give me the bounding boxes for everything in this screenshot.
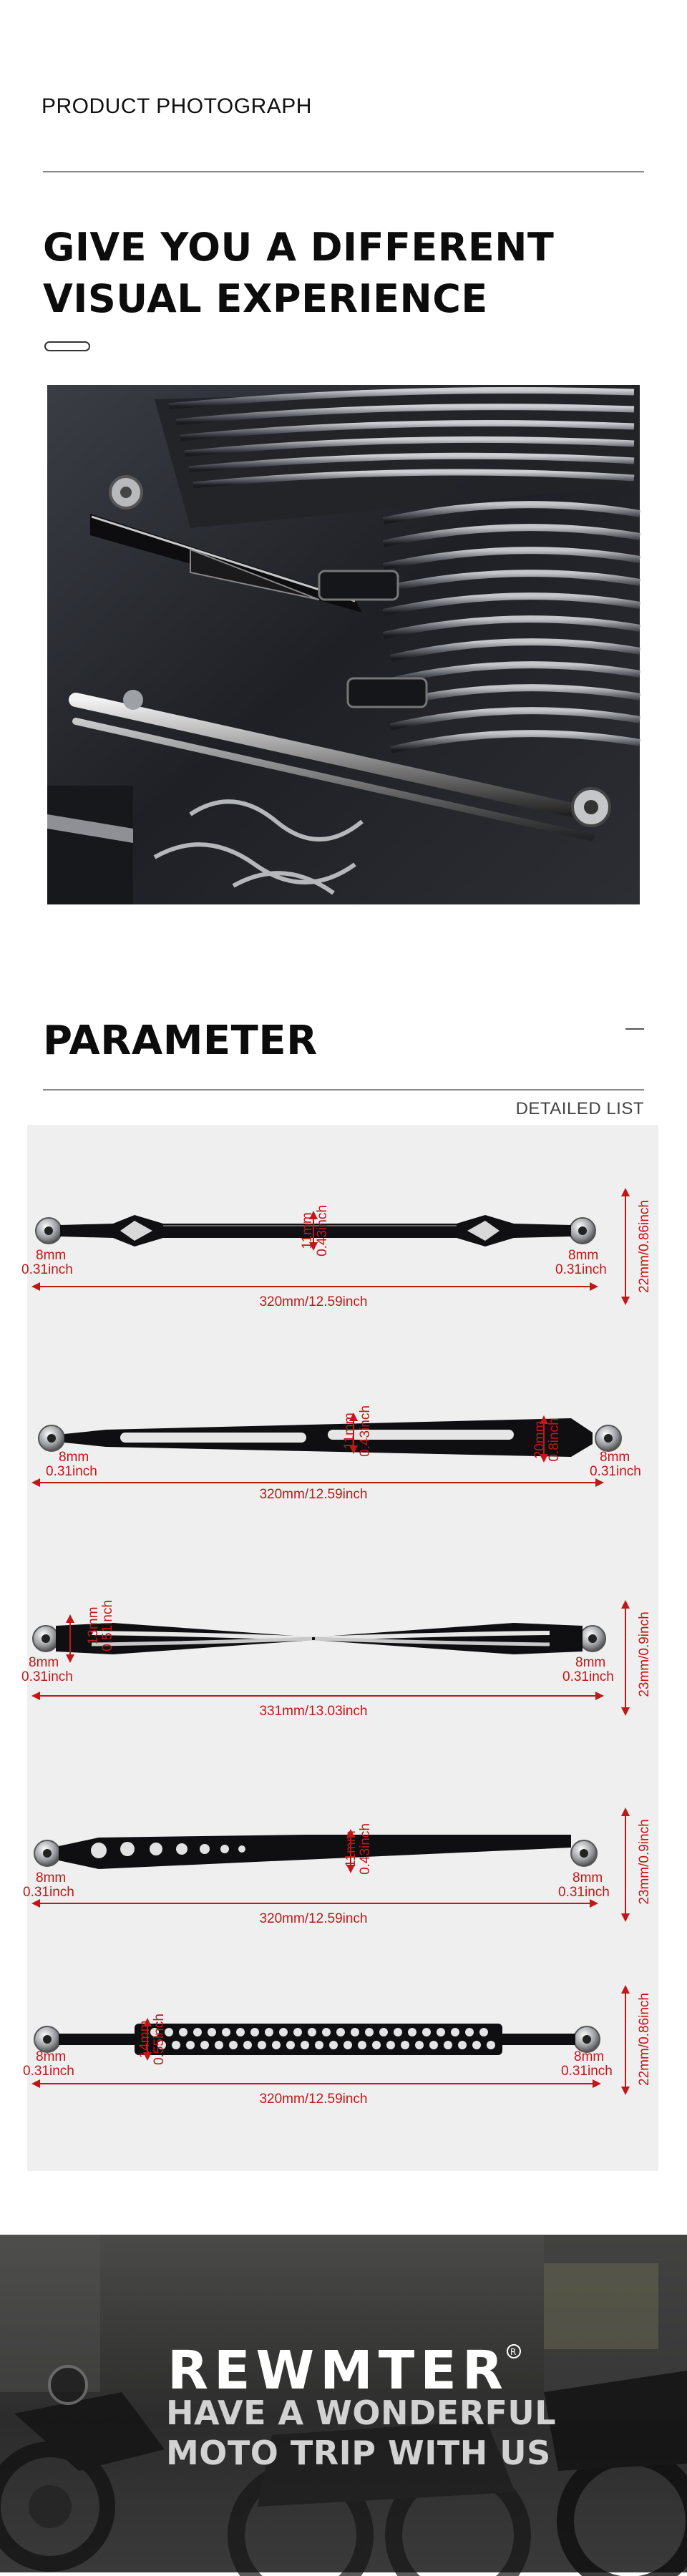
perforation-hole — [222, 2028, 230, 2036]
rod-3-right-mm: 8mm — [575, 1655, 606, 1670]
rod-3-center-mm: 13mm — [86, 1606, 101, 1645]
perforation-hole — [365, 2028, 374, 2036]
rod-4-right-in: 0.31inch — [558, 1885, 610, 1900]
rod-3-left-in: 0.31inch — [21, 1669, 73, 1684]
rod-2-center-in: 0.43inch — [358, 1405, 373, 1457]
rod-1-center-mm: 11mm — [300, 1212, 315, 1249]
perforation-hole — [487, 2041, 495, 2049]
slogan-line-1: HAVE A WONDERFUL — [166, 2394, 557, 2432]
rod-4-right-mm: 8mm — [572, 1870, 603, 1885]
perforation-hole — [315, 2041, 323, 2049]
perforation-hole — [236, 2028, 245, 2036]
perforation-hole — [265, 2028, 273, 2036]
perforation-hole — [401, 2041, 409, 2049]
perforation-hole — [429, 2041, 438, 2049]
rod-1-left-mm: 8mm — [36, 1248, 67, 1263]
perforation-hole — [415, 2041, 424, 2049]
perforation-hole — [250, 2028, 259, 2036]
perforation-hole — [437, 2028, 445, 2036]
rod-1-side: 22mm/0.86inch — [637, 1200, 652, 1293]
perforation-hole — [472, 2041, 481, 2049]
perforation-hole — [279, 2028, 288, 2036]
rod-5-center-in: 0.55inch — [152, 2014, 167, 2065]
rod-4-left-mm: 8mm — [36, 1870, 67, 1885]
headline — [43, 222, 554, 325]
perforation-hole — [458, 2041, 467, 2049]
rod-1-right-mm: 8mm — [568, 1248, 599, 1263]
perforation-hole — [186, 2041, 195, 2049]
rod-1-left-in: 0.31inch — [21, 1262, 73, 1277]
rod-2-length: 320mm/12.59inch — [259, 1487, 368, 1502]
rod-3-length: 331mm/13.03inch — [259, 1704, 368, 1719]
rod-3-center-in: 0.51inch — [100, 1600, 115, 1652]
divider — [43, 1089, 644, 1091]
perforation-hole — [308, 2028, 316, 2036]
perforation-hole — [344, 2041, 352, 2049]
perforation-hole — [379, 2028, 388, 2036]
perforation-hole — [193, 2028, 202, 2036]
perforation-hole — [351, 2028, 359, 2036]
slogan-line-2: MOTO TRIP WITH US — [166, 2434, 551, 2472]
decorative-dash — [625, 1028, 644, 1030]
rod-2-right-mm: 8mm — [600, 1450, 630, 1465]
brand-wordmark: REWMTER — [167, 2340, 509, 2401]
rod-4-left-in: 0.31inch — [23, 1885, 74, 1900]
perforation-hole — [444, 2041, 452, 2049]
perforation-hole — [229, 2041, 238, 2049]
rod-3-left-mm: 8mm — [29, 1655, 59, 1670]
rod-1-length: 320mm/12.59inch — [259, 1294, 368, 1309]
perforation-hole — [372, 2041, 381, 2049]
rod-4-center-mm: 11mm — [344, 1830, 359, 1868]
parameter-panel — [21, 1125, 658, 2171]
rod-5-left-in: 0.31inch — [23, 2064, 74, 2079]
section-label: PRODUCT PHOTOGRAPH — [42, 94, 312, 118]
rod-5-left-mm: 8mm — [36, 2049, 67, 2064]
perforation-hole — [215, 2041, 223, 2049]
rod-4-center-in: 0.43inch — [358, 1823, 373, 1875]
perforation-hole — [322, 2028, 331, 2036]
rod-1-right-in: 0.31inch — [555, 1262, 607, 1277]
perforation-hole — [329, 2041, 338, 2049]
engine-photo-illustration — [47, 385, 640, 904]
rod-5 — [34, 1989, 625, 2091]
rod-4-side: 23mm/0.9inch — [637, 1819, 652, 1905]
rod-5-right-mm: 8mm — [574, 2049, 605, 2064]
rod-3-side: 23mm/0.9inch — [637, 1611, 652, 1697]
perforation-hole — [208, 2028, 216, 2036]
perforation-hole — [179, 2028, 187, 2036]
perforation-hole — [258, 2041, 266, 2049]
rod-4 — [34, 1812, 625, 1918]
svg-text:R: R — [510, 2347, 517, 2357]
slogan — [166, 2393, 556, 2473]
headline-line-1: GIVE YOU A DIFFERENT — [43, 225, 555, 270]
perforation-hole — [243, 2041, 252, 2049]
rod-1 — [36, 1192, 625, 1301]
perforation-hole — [358, 2041, 366, 2049]
rod-5-length: 320mm/12.59inch — [259, 2092, 368, 2107]
perforation-hole — [200, 2041, 209, 2049]
perforation-hole — [172, 2041, 180, 2049]
perforation-hole — [336, 2028, 345, 2036]
rod-2-right-in: 0.31inch — [590, 1464, 641, 1479]
rod-2-right-center-in: 0.8inch — [547, 1418, 562, 1462]
divider — [43, 171, 644, 172]
perforation-hole — [408, 2028, 416, 2036]
perforation-hole — [301, 2041, 309, 2049]
perforation-hole — [422, 2028, 431, 2036]
rod-3-right-in: 0.31inch — [562, 1669, 614, 1684]
brand-logo — [166, 2340, 524, 2401]
headline-line-2: VISUAL EXPERIENCE — [43, 276, 488, 321]
rod-2-right-center-mm: 20mm — [532, 1420, 547, 1459]
perforation-hole — [394, 2028, 402, 2036]
perforation-hole — [293, 2028, 302, 2036]
rod-3 — [33, 1604, 625, 1712]
perforation-hole — [386, 2041, 395, 2049]
perforation-hole — [479, 2028, 488, 2036]
perforation-hole — [286, 2041, 295, 2049]
product-photo — [47, 385, 640, 904]
rod-4-length: 320mm/12.59inch — [259, 1911, 368, 1926]
perforation-hole — [272, 2041, 281, 2049]
rod-5-side: 22mm/0.86inch — [637, 1993, 652, 2086]
decorative-pill — [44, 341, 90, 351]
rod-2-left-mm: 8mm — [59, 1450, 89, 1465]
perforation-hole — [465, 2028, 474, 2036]
rod-1-center-in: 0.43inch — [315, 1205, 330, 1257]
detailed-list-label: DETAILED LIST — [515, 1099, 644, 1118]
parameter-title: PARAMETER — [43, 1018, 318, 1064]
rod-diagrams — [21, 1125, 658, 2171]
perforation-hole — [451, 2028, 459, 2036]
rod-2-left-in: 0.31inch — [46, 1464, 97, 1479]
rod-2-center-mm: 11mm — [342, 1413, 357, 1450]
rod-5-center-mm: 14mm — [137, 2020, 152, 2059]
rod-5-right-in: 0.31inch — [561, 2064, 613, 2079]
